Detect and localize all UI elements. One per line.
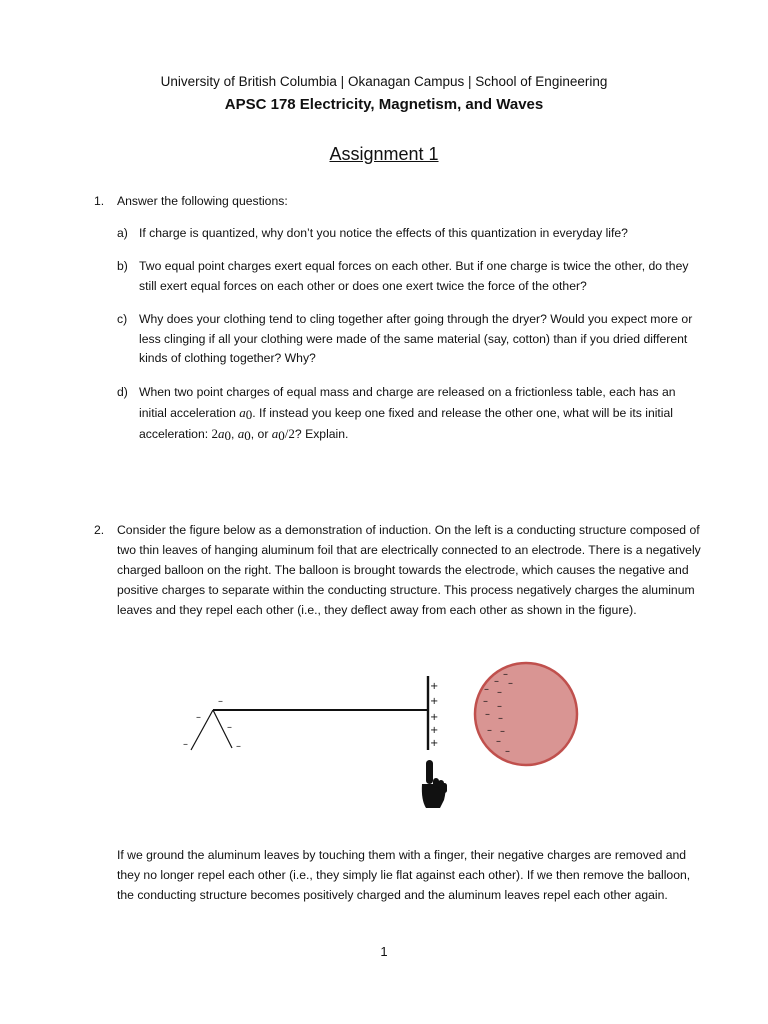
institution-line: University of British Columbia | Okanagan Campus | School of Engineering	[160, 74, 608, 89]
page-number: 1	[380, 944, 388, 959]
leaf-charge-minus: –	[236, 741, 241, 752]
electrode-charge-plus: +	[430, 738, 439, 749]
balloon-charge-minus: –	[500, 726, 505, 737]
question-1c-label: c)	[117, 312, 128, 326]
question-1b-label: b)	[117, 259, 128, 273]
grounding-paragraph: If we ground the aluminum leaves by touching them with a finger, their negative charges are removed and they no longer repel each other (i.e., they simply lie flat against each other). If we then remove the balloon, the conducting structure becomes positively charged and the aluminum leaves repel each other again.	[117, 848, 691, 902]
question-2-text: Consider the figure below as a demonstration of induction. On the left is a conducting structure composed of two thin leaves of hanging aluminum foil that are electrically connected to an electrode. There is a negatively charged balloon on the right. The balloon is brought towards the electrode, which causes the negative and positive charges to separate within the conducting structure. This process negatively charges the aluminum leaves and they repel each other (i.e., they deflect away from each other as shown in the figure).	[117, 523, 701, 617]
balloon-charge-minus: –	[497, 701, 502, 712]
pointing-finger-icon	[422, 760, 447, 808]
leaf-charge-minus: –	[218, 696, 223, 707]
question-1a-text: If charge is quantized, why don’t you notice the effects of this quantization in everyday life?	[139, 226, 628, 240]
question-1d-text: When two point charges of equal mass and charge are released on a frictionless table, each has an initial acceleration $a_0$. If instead you keep one fixed and release the other one, what will be its initial acceleration: $2a_0$, $a_0$, or $a_0/2$? Explain.	[139, 385, 676, 443]
balloon-charge-minus: –	[503, 669, 508, 680]
leaf-charge-minus: –	[183, 739, 188, 750]
electrode-charge-plus: +	[430, 681, 439, 692]
electrode-charge-plus: +	[430, 725, 439, 736]
electrode-charge-plus: +	[430, 712, 439, 723]
balloon-charge-minus: –	[484, 684, 489, 695]
course-title: APSC 178 Electricity, Magnetism, and Waves	[224, 96, 544, 113]
balloon-charge-minus: –	[498, 713, 503, 724]
balloon-charge-minus: –	[496, 736, 501, 747]
balloon-charge-minus: –	[487, 725, 492, 736]
question-1-intro: Answer the following questions:	[117, 194, 288, 208]
question-1a-label: a)	[117, 226, 128, 240]
balloon-charge-minus: –	[505, 746, 510, 757]
balloon-charge-minus: –	[485, 709, 490, 720]
leaf-charge-minus: –	[227, 722, 232, 733]
leaf-charge-minus: –	[196, 712, 201, 723]
electrode-charge-plus: +	[430, 696, 439, 707]
question-1d-label: d)	[117, 385, 128, 399]
charged-balloon	[475, 663, 577, 765]
left-foil-leaf	[191, 710, 213, 750]
balloon-charge-minus: –	[483, 696, 488, 707]
balloon-charge-minus: –	[497, 687, 502, 698]
question-1b-text: Two equal point charges exert equal forces on each other. But if one charge is twice the other, do they still exert equal forces on each other or does one exert twice the force of the other?	[139, 259, 689, 293]
question-2-number: 2.	[94, 523, 105, 537]
balloon-charge-minus: –	[494, 676, 499, 687]
question-1c-text: Why does your clothing tend to cling together after going through the dryer? Would you expect more or less clinging if all your clothing were made of the same material (say, cotton) than if you dried different kinds of clothing together? Why?	[139, 312, 693, 365]
question-1-number: 1.	[94, 194, 105, 208]
assignment-title: Assignment 1	[329, 144, 439, 164]
balloon-charge-minus: –	[508, 678, 513, 689]
